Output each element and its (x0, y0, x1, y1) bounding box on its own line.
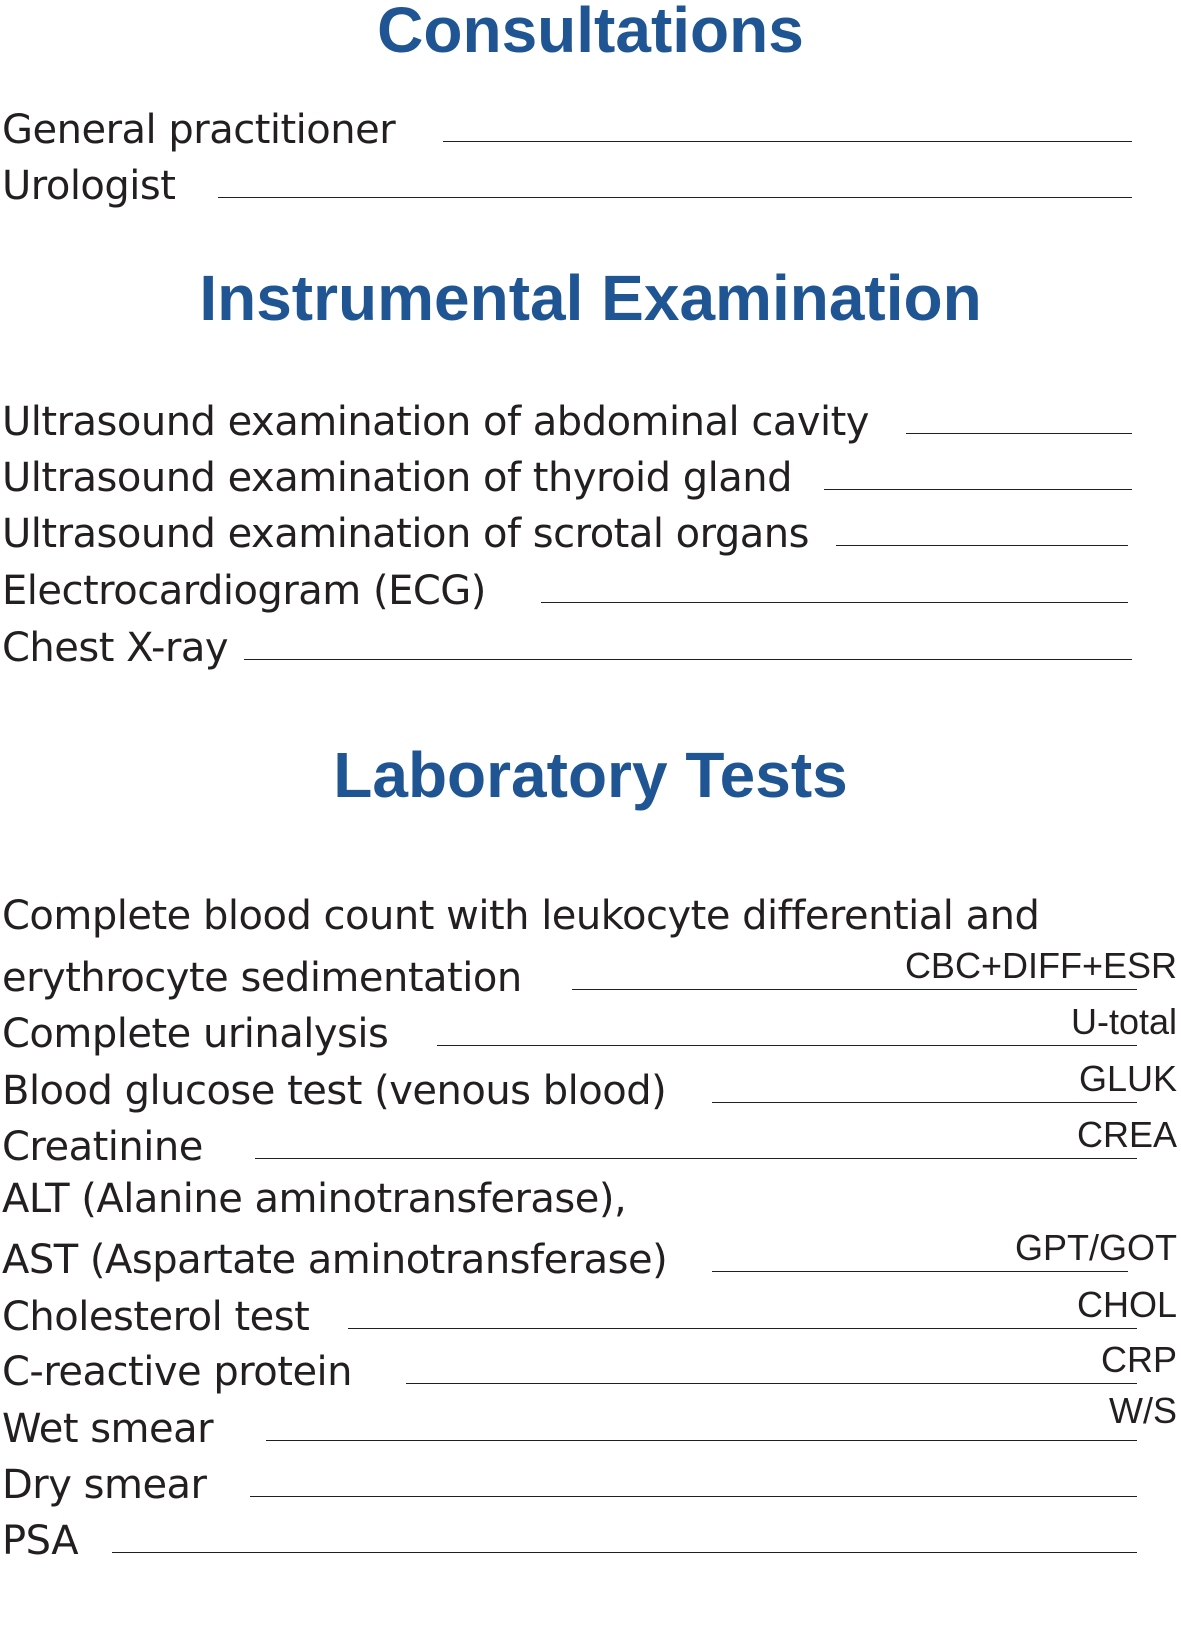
instrumental-row-abdominal-ultrasound (0, 386, 1181, 446)
fill-in-line[interactable] (244, 659, 1132, 660)
fill-in-line[interactable] (906, 433, 1132, 434)
fill-in-line[interactable] (112, 1552, 1137, 1553)
instrumental-label: Ultrasound examination of thyroid gland (2, 455, 793, 501)
fill-in-line[interactable] (266, 1440, 1137, 1441)
lab-code: GLUK (1078, 1058, 1177, 1099)
lab-row-urinalysis (0, 998, 1181, 1058)
consultation-row-general-practitioner (0, 94, 1181, 154)
lab-code: CHOL (1076, 1284, 1177, 1325)
lab-code: CREA (1076, 1114, 1177, 1155)
laboratory-tests-heading: Laboratory Tests (333, 739, 848, 811)
fill-in-line[interactable] (443, 141, 1132, 142)
fill-in-line[interactable] (836, 545, 1128, 546)
lab-label: Complete urinalysis (2, 1011, 389, 1057)
lab-code: U-total (1070, 1001, 1177, 1042)
consultation-label: General practitioner (2, 107, 396, 153)
lab-label: Creatinine (2, 1124, 203, 1170)
fill-in-line[interactable] (824, 489, 1132, 490)
lab-code: CBC+DIFF+ESR (904, 945, 1177, 986)
instrumental-row-scrotal-ultrasound (0, 498, 1181, 558)
instrumental-label: Electrocardiogram (ECG) (2, 568, 486, 614)
lab-code: W/S (1109, 1390, 1177, 1431)
fill-in-line[interactable] (255, 1158, 1137, 1159)
lab-row-alt-ast (0, 1224, 1181, 1284)
instrumental-row-ecg (0, 555, 1181, 615)
instrumental-label: Ultrasound examination of scrotal organs (2, 511, 809, 557)
consultations-heading: Consultations (377, 0, 804, 66)
fill-in-line[interactable] (572, 989, 1137, 990)
lab-label: Wet smear (2, 1406, 214, 1452)
lab-label-line1: ALT (Alanine aminotransferase), (2, 1176, 627, 1222)
instrumental-examination-heading: Instrumental Examination (199, 262, 982, 334)
fill-in-line[interactable] (437, 1045, 1137, 1046)
lab-label: erythrocyte sedimentation (2, 955, 522, 1001)
fill-in-line[interactable] (712, 1271, 1128, 1272)
lab-code: GPT/GOT (1015, 1227, 1177, 1268)
lab-label-line1: Complete blood count with leukocyte differential and (2, 893, 1040, 939)
fill-in-line[interactable] (541, 602, 1128, 603)
fill-in-line[interactable] (348, 1328, 1137, 1329)
lab-row-crp (0, 1336, 1181, 1396)
lab-label: AST (Aspartate aminotransferase) (2, 1237, 668, 1283)
instrumental-label: Ultrasound examination of abdominal cavity (2, 399, 869, 445)
fill-in-line[interactable] (218, 197, 1132, 198)
fill-in-line[interactable] (406, 1383, 1137, 1384)
lab-code: CRP (1100, 1339, 1177, 1380)
lab-row-psa (0, 1505, 1181, 1565)
lab-label: Blood glucose test (venous blood) (2, 1068, 667, 1114)
lab-label: Dry smear (2, 1462, 207, 1508)
fill-in-line[interactable] (250, 1496, 1137, 1497)
lab-row-glucose (0, 1055, 1181, 1115)
lab-row-cholesterol (0, 1281, 1181, 1341)
instrumental-row-thyroid-ultrasound (0, 442, 1181, 502)
consultation-label: Urologist (2, 163, 176, 209)
instrumental-row-chest-xray (0, 612, 1181, 672)
lab-label: C-reactive protein (2, 1349, 353, 1395)
lab-row-creatinine (0, 1111, 1181, 1171)
lab-row-dry-smear (0, 1449, 1181, 1509)
lab-row-wet-smear (0, 1390, 1181, 1453)
lab-row-cbc (0, 942, 1181, 1002)
lab-label: PSA (2, 1518, 79, 1564)
consultation-row-urologist (0, 150, 1181, 210)
fill-in-line[interactable] (712, 1102, 1137, 1103)
lab-label: Cholesterol test (2, 1294, 310, 1340)
instrumental-label: Chest X-ray (2, 625, 229, 671)
